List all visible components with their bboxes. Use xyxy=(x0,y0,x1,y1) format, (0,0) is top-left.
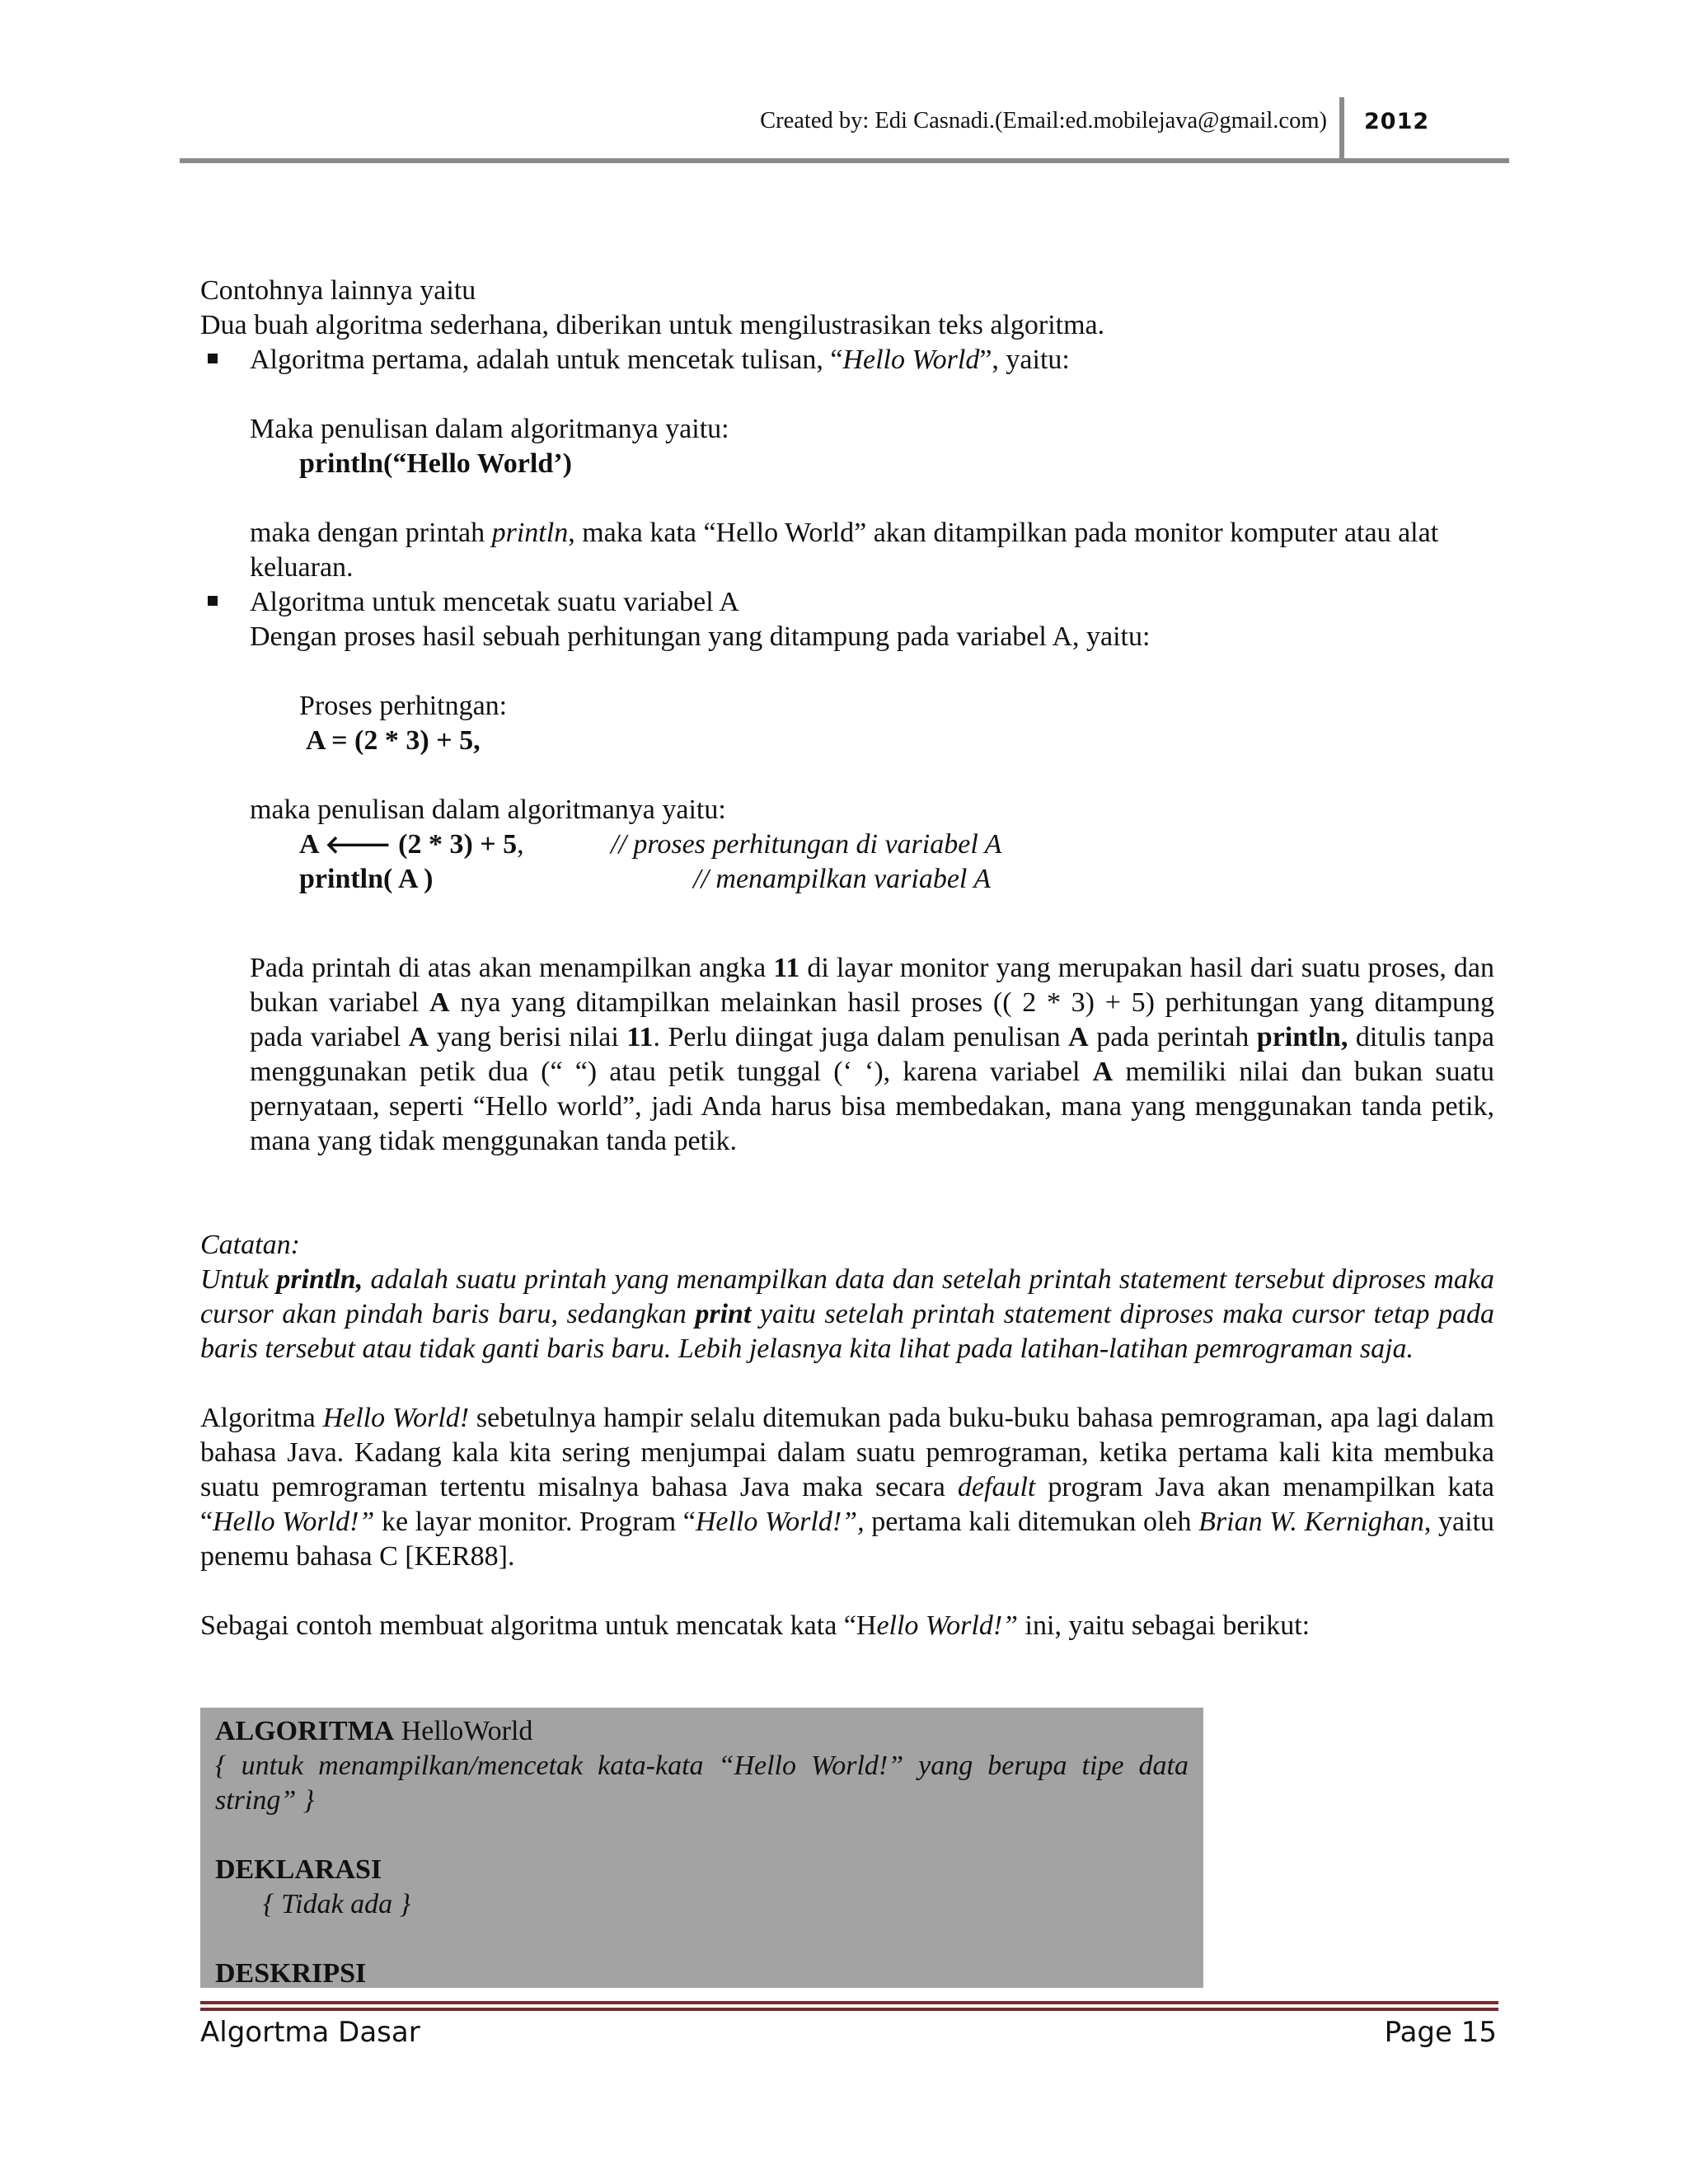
algorithm-box xyxy=(200,1708,1203,1988)
deklarasi-body: { Tidak ada } xyxy=(263,1889,411,1919)
footer-rule-top xyxy=(200,2001,1498,2004)
algorithm-comment: { untuk menampilkan/mencetak kata-kata “Hello World!” yang berupa tipe data string” } xyxy=(215,1750,1189,1816)
kw-deklarasi: DEKLARASI xyxy=(215,1854,382,1885)
square-bullet-icon xyxy=(208,596,218,606)
intro-line-1: Contohnya lainnya yaitu xyxy=(200,275,476,306)
proses-label: Proses perhitngan: xyxy=(299,691,508,721)
header-created-by: Created by: Edi Casnadi.(Email:ed.mobilejava@gmail.com) xyxy=(760,108,1327,134)
bullet-2-subline: Dengan proses hasil sebuah perhitungan yang ditampung pada variabel A, yaitu: xyxy=(250,621,1151,652)
kw-deskripsi: DESKRIPSI xyxy=(215,1958,367,1989)
code-println-a-line xyxy=(299,862,1494,897)
footer-page-number: Page 15 xyxy=(1384,2016,1497,2049)
kw-algoritma: ALGORITMA xyxy=(215,1716,395,1746)
code-println-a: println( A ) xyxy=(299,864,434,894)
footer-title: Algortma Dasar xyxy=(200,2016,420,2049)
proses-expression xyxy=(306,724,1494,758)
bullet-item-1 xyxy=(250,343,1494,377)
bullet-1-text-pre: Algoritma pertama, adalah untuk mencetak tulisan, “ xyxy=(250,344,843,375)
bullet-1-text-em: Hello World xyxy=(842,344,980,375)
header-rule xyxy=(180,158,1509,163)
proses-expression-text: A = (2 * 3) + 5, xyxy=(306,725,481,756)
document-body xyxy=(200,274,1494,1643)
intro-line-2: Dua buah algoritma sederhana, diberikan untuk mengilustrasikan teks algoritma. xyxy=(200,310,1105,340)
paragraph-explanation: Pada printah di atas akan menampilkan angka 11 di layar monitor yang merupakan hasil dari suatu proses, dan bukan variabel A nya yang ditampilkan melainkan hasil proses (( 2 * 3) + 5) perhitungan yang ditampung pada variabel A yang berisi nilai 11. Perlu diingat juga dalam penulisan A pada perintah println, ditulis tanpa menggunakan petik dua (“ “) atau petik tunggal (‘ ‘), karena variabel A memiliki nilai dan bukan suatu pernyataan, seperti “Hello world”, jadi Anda harus bisa membedakan, mana yang menggunakan tanda petik, mana yang tidak menggunakan tanda petik. xyxy=(250,953,1495,1156)
bullet-item-2 xyxy=(250,585,1494,620)
maka-2-em: println xyxy=(491,518,569,548)
left-arrow-icon: 🡐 xyxy=(325,831,392,860)
code-assign-line xyxy=(299,827,1494,862)
code-println-comment: // menampilkan variabel A xyxy=(693,864,992,894)
page-header xyxy=(0,0,1688,173)
header-divider-vertical xyxy=(1339,97,1344,163)
algorithm-header xyxy=(215,1714,1189,1749)
maka-2-pre: maka dengan printah xyxy=(250,518,492,548)
header-year: 2012 xyxy=(1364,109,1430,134)
paragraph-example-intro: Sebagai contoh membuat algoritma untuk mencatak kata “Hello World!” ini, yaitu sebagai berikut: xyxy=(200,1610,1311,1641)
bullet-2-text: Algoritma untuk mencetak suatu variabel A xyxy=(250,587,739,617)
paragraph-hello-world-history: Algoritma Hello World! sebetulnya hampir selalu ditemukan pada buku-buku bahasa pemrograman, apa lagi dalam bahasa Java. Kadang kala kita sering menjumpai dalam suatu pemrograman, ketika pertama kali kita membuka suatu pemrograman tertentu misalnya bahasa Java maka secara default program Java akan menampilkan kata “Hello World!” ke layar monitor. Program “Hello World!”, pertama kali ditemukan oleh Brian W. Kernighan, yaitu penemu bahasa C [KER88]. xyxy=(200,1403,1495,1572)
footer-rule-bottom xyxy=(200,2008,1498,2011)
square-bullet-icon xyxy=(208,354,218,363)
code-assign: A 🡐 (2 * 3) + 5, xyxy=(299,829,524,860)
catatan-body: Untuk println, adalah suatu printah yang menampilkan data dan setelah printah statement tersebut diproses maka cursor akan pindah baris baru, sedangkan print yaitu setelah printah statement diproses maka cursor tetap pada baris tersebut atau tidak ganti baris baru. Lebih jelasnya kita lihat pada latihan-latihan pemrograman saja. xyxy=(200,1264,1495,1364)
maka-line-3: maka penulisan dalam algoritmanya yaitu: xyxy=(250,794,726,825)
code-assign-comment: // proses perhitungan di variabel A xyxy=(611,829,1002,860)
maka-line-2 xyxy=(250,516,1494,585)
maka-line-1: Maka penulisan dalam algoritmanya yaitu: xyxy=(250,414,729,444)
maka-2-post: , maka kata “Hello World” akan ditampilkan pada monitor komputer atau alat keluaran. xyxy=(250,518,1439,583)
algorithm-name: HelloWorld xyxy=(394,1716,533,1746)
code-println-hello xyxy=(299,447,1494,481)
bullet-1-text-post: ”, yaitu: xyxy=(979,344,1070,375)
code-println-hello-text: println(“Hello World’) xyxy=(299,448,572,479)
catatan-title: Catatan: xyxy=(200,1230,300,1260)
